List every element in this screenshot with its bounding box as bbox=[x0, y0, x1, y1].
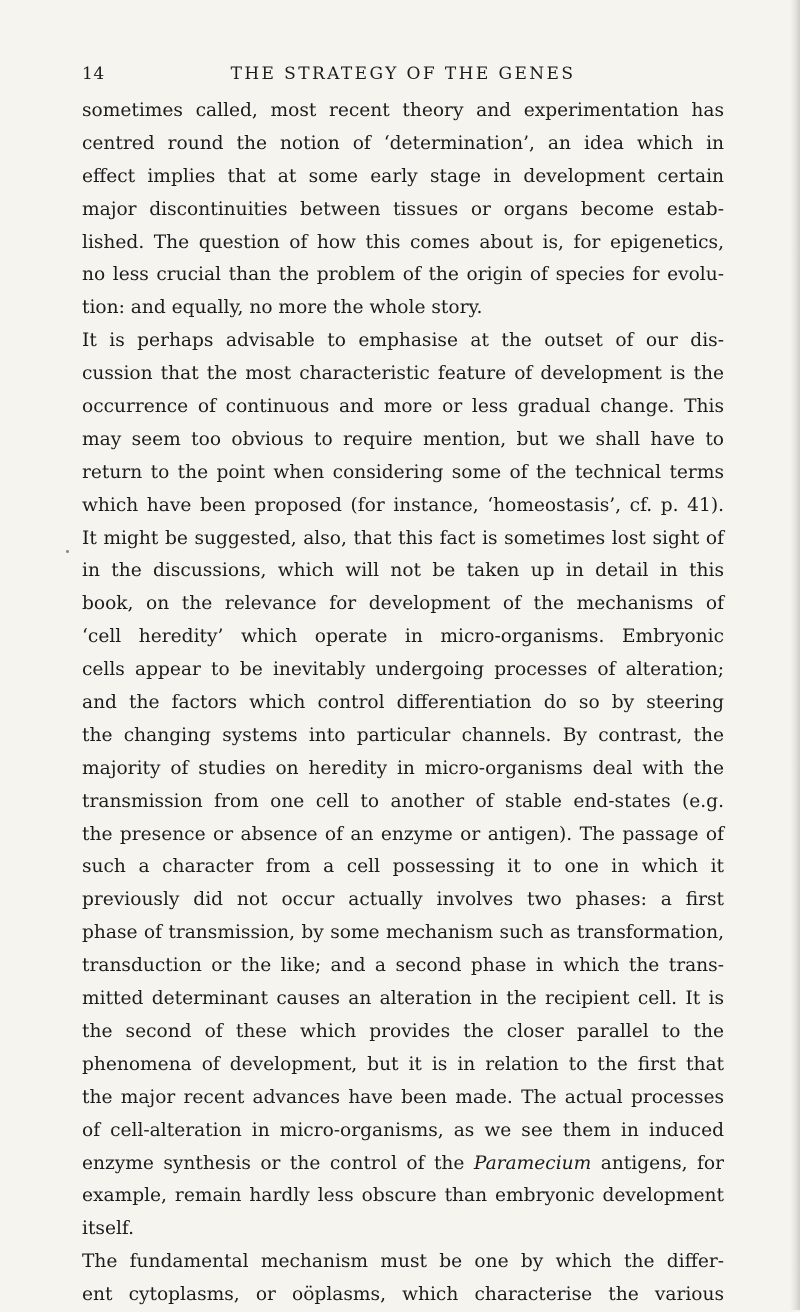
running-header bbox=[82, 62, 724, 86]
text-line: transduction or the like; and a second phase in which the trans- bbox=[82, 955, 724, 977]
text-line: may seem too obvious to require mention, but we shall have to bbox=[82, 428, 724, 450]
text-line: major discontinuities between tissues or organs become estab- bbox=[82, 198, 724, 220]
text-line: cells appear to be inevitably undergoing processes of alteration; bbox=[82, 659, 724, 681]
text-line: sometimes called, most recent theory and experimentation has bbox=[82, 100, 724, 121]
text-line: ent cytoplasms, or oöplasms, which characterise the various bbox=[82, 1284, 724, 1306]
text-line: book, on the relevance for development of the mechanisms of bbox=[82, 593, 724, 615]
text-line: lished. The question of how this comes about is, for epigenetics, bbox=[82, 231, 724, 253]
text-line: ‘cell heredity’ which operate in micro-organisms. Embryonic bbox=[82, 626, 724, 648]
text-fragment: antigens, for bbox=[600, 1152, 724, 1174]
text-line: of cell-alteration in micro-organisms, as we see them in induced bbox=[82, 1119, 724, 1141]
text-line: previously did not occur actually involves two phases: a first bbox=[82, 889, 724, 911]
text-line: majority of studies on heredity in micro-organisms deal with the bbox=[82, 757, 724, 779]
text-line: the second of these which provides the closer parallel to the bbox=[82, 1020, 724, 1042]
text-line: the presence or absence of an enzyme or antigen). The passage of bbox=[82, 823, 724, 845]
text-line: centred round the notion of ‘determination’, an idea which in bbox=[82, 132, 724, 154]
text-line: the major recent advances have been made. The actual processes bbox=[82, 1086, 724, 1108]
text-line-with-italic bbox=[82, 1148, 724, 1181]
italic-term: Paramecium bbox=[473, 1152, 592, 1174]
text-line: no less crucial than the problem of the origin of species for evolu- bbox=[82, 264, 724, 286]
text-line: effect implies that at some early stage in development certain bbox=[82, 165, 724, 187]
text-line: mitted determinant causes an alteration in the recipient cell. It is bbox=[82, 988, 724, 1010]
text-line: itself. bbox=[82, 1218, 135, 1240]
text-fragment: enzyme synthesis or the control of the bbox=[82, 1152, 465, 1174]
margin-mark bbox=[66, 550, 69, 553]
text-line: return to the point when considering some of the technical terms bbox=[82, 461, 724, 483]
text-line: phase of transmission, by some mechanism such as transformation, bbox=[82, 922, 724, 944]
running-title: THE STRATEGY OF THE GENES bbox=[230, 64, 576, 84]
text-line: and the factors which control differentiation do so by steering bbox=[82, 692, 724, 714]
text-line: such a character from a cell possessing it to one in which it bbox=[82, 856, 724, 878]
text-line: transmission from one cell to another of stable end-states (e.g. bbox=[82, 790, 724, 812]
text-line: which have been proposed (for instance, ‘homeostasis’, cf. p. 41). bbox=[82, 494, 724, 516]
page-number: 14 bbox=[82, 64, 105, 84]
text-line: tion: and equally, no more the whole story. bbox=[82, 297, 483, 319]
text-line: cussion that the most characteristic feature of development is the bbox=[82, 363, 724, 385]
text-line: It is perhaps advisable to emphasise at the outset of our dis- bbox=[82, 330, 724, 352]
body-text bbox=[82, 95, 724, 1312]
text-line: example, remain hardly less obscure than embryonic development bbox=[82, 1185, 724, 1207]
text-line: in the discussions, which will not be taken up in detail in this bbox=[82, 560, 724, 582]
text-line: phenomena of development, but it is in relation to the first that bbox=[82, 1053, 724, 1075]
text-line: The fundamental mechanism must be one by which the differ- bbox=[82, 1251, 724, 1273]
text-line: occurrence of continuous and more or less gradual change. This bbox=[82, 396, 724, 418]
text-line: the changing systems into particular channels. By contrast, the bbox=[82, 724, 724, 746]
page-edge-shadow bbox=[790, 0, 800, 1310]
text-line: It might be suggested, also, that this fact is sometimes lost sight of bbox=[82, 527, 724, 549]
